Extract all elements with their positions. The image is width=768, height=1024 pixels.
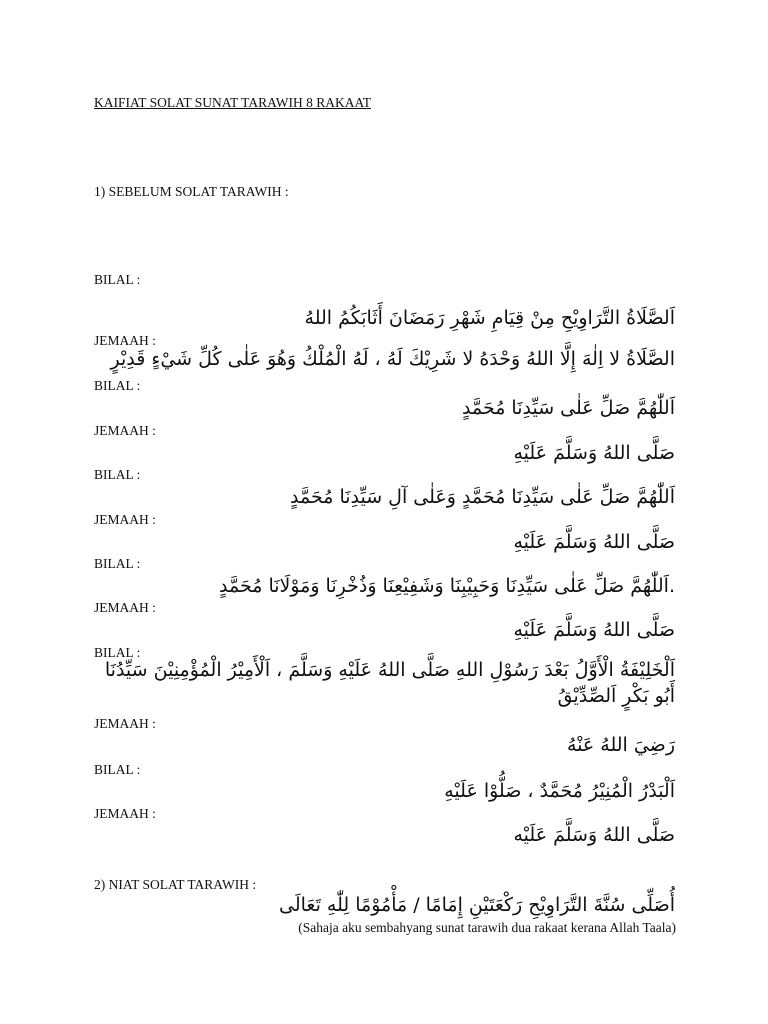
speaker-label-bilal: BILAL : — [94, 467, 141, 482]
arabic-line: اَللّٰهُمَّ صَلِّ عَلٰى سَيِّدِنَا مُحَمَّدٍ وَعَلٰى آلِ سَيِّدِنَا مُحَمَّدٍ — [290, 486, 675, 508]
speaker-label-bilal: BILAL : — [94, 378, 141, 393]
speaker-label-jemaah: JEMAAH : — [94, 716, 156, 731]
arabic-line: اَللّٰهُمَّ صَلِّ عَلٰى سَيِّدِنَا مُحَمَّدٍ — [461, 397, 675, 419]
section-heading-sebelum-solat: 1) SEBELUM SOLAT TARAWIH : — [94, 184, 289, 199]
niat-translation: (Sahaja aku sembahyang sunat tarawih dua rakaat kerana Allah Taala) — [298, 920, 676, 935]
arabic-line: صَلَّى اللهُ وَسَلَّمَ عَلَيْهِ — [513, 531, 675, 553]
arabic-line: اَلْخَلِيْفَةُ الْأَوَّلُ بَعْدَ رَسُوْلِ اللهِ صَلَّى اللهُ عَلَيْهِ وَسَلَّمَ ، اَلْأَمِيْرُ الْمُؤْمِنِيْنَ سَيِّدُنَا أَبُو بَكْرٍ اَلصِّدِّيْقُ — [104, 659, 675, 707]
document-title: KAIFIAT SOLAT SUNAT TARAWIH 8 RAKAAT — [94, 95, 371, 110]
arabic-line: صَلَّى اللهُ وَسَلَّمَ عَلَيْهِ — [513, 619, 675, 641]
arabic-line: صَلَّى اللهُ وَسَلَّمَ عَلَيْهِ — [513, 442, 675, 464]
speaker-label-jemaah: JEMAAH : — [94, 806, 156, 821]
speaker-label-bilal: BILAL : — [94, 645, 141, 660]
arabic-line: اَلصَّلَاةُ التَّرَاوِيْحِ مِنْ قِيَامِ شَهْرِ رَمَضَانَ أَثَابَكُمُ اللهُ — [304, 307, 675, 329]
arabic-line: رَضِيَ اللهُ عَنْهُ — [566, 734, 675, 756]
speaker-label-bilal: BILAL : — [94, 272, 141, 287]
speaker-label-jemaah: JEMAAH : — [94, 600, 156, 615]
speaker-label-bilal: BILAL : — [94, 762, 141, 777]
arabic-line: اَلْبَدْرُ الْمُنِيْرُ مُحَمَّدٌ ، صَلُّوْا عَلَيْهِ — [444, 780, 675, 802]
speaker-label-jemaah: JEMAAH : — [94, 333, 156, 348]
speaker-label-jemaah: JEMAAH : — [94, 423, 156, 438]
arabic-line: .اَللّٰهُمَّ صَلِّ عَلٰى سَيِّدِنَا وَحَبِيْبِنَا وَشَفِيْعِنَا وَذُخْرِنَا وَمَوْلَانَا مُحَمَّدٍ — [219, 575, 675, 597]
arabic-line: صَلَّى اللهُ وَسَلَّمَ عَلَيْه — [513, 824, 675, 846]
speaker-label-bilal: BILAL : — [94, 556, 141, 571]
speaker-label-jemaah: JEMAAH : — [94, 512, 156, 527]
arabic-line: الصَّلَاةُ لا اِلٰهَ إِلَّا اللهُ وَحْدَهُ لا شَرِيْكَ لَهُ ، لَهُ الْمُلْكُ وَهُوَ عَلٰى كُلِّ شَيْءٍ قَدِيْرٍ — [110, 348, 675, 370]
niat-arabic-line: أُصَلِّى سُنَّةَ التَّرَاوِيْحِ رَكْعَتَيْنِ إِمَامًا / مَأْمُوْمًا لِلّٰهِ تَعَالَى — [279, 894, 675, 916]
section-heading-niat: 2) NIAT SOLAT TARAWIH : — [94, 877, 257, 892]
